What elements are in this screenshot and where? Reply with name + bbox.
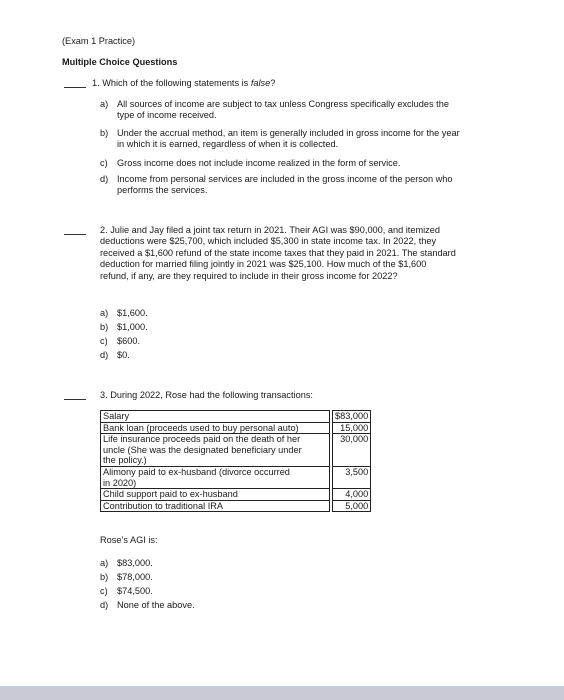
table-row [101, 434, 371, 467]
option-text: $600. [117, 336, 140, 346]
option-letter: c) [100, 158, 108, 168]
table-row [101, 466, 371, 488]
option-letter: c) [100, 586, 108, 596]
answer-blank-q2[interactable] [64, 234, 86, 235]
table-row [101, 422, 371, 434]
table-row [101, 500, 371, 512]
transaction-amount: 30,000 [333, 434, 371, 467]
option-letter: d) [100, 350, 109, 360]
option-text: $1,000. [117, 322, 148, 332]
option-letter: a) [100, 99, 109, 109]
table-row [101, 411, 371, 423]
option-letter: a) [100, 308, 109, 318]
option-text: Income from personal services are included in the gross income of the person who performs the services. [117, 174, 453, 196]
question-1-stem-text: 1. Which of the following statements is [92, 78, 251, 88]
option-letter: b) [100, 322, 109, 332]
option-text: All sources of income are subject to tax unless Congress specifically excludes the type of income received. [117, 99, 449, 121]
transaction-amount: 15,000 [333, 422, 371, 434]
option-text: $1,600. [117, 308, 148, 318]
option-letter: c) [100, 336, 108, 346]
question-1-stem [92, 78, 275, 89]
option-text: Gross income does not include income realized in the form of service. [117, 158, 401, 168]
question-1-stem-suffix: ? [270, 78, 276, 88]
exam-label: (Exam 1 Practice) [62, 36, 136, 46]
transaction-amount: 4,000 [333, 489, 371, 501]
transaction-amount: $83,000 [333, 411, 371, 423]
option-text: $0. [117, 350, 130, 360]
option-letter: a) [100, 558, 109, 568]
option-text: $83,000. [117, 558, 153, 568]
transaction-description: Salary [101, 411, 330, 423]
transactions-table [100, 410, 371, 512]
option-letter: b) [100, 128, 109, 138]
answer-blank-q1[interactable] [64, 87, 86, 88]
question-3-stem: 3. During 2022, Rose had the following transactions: [100, 390, 313, 400]
question-1-stem-emphasis: false [250, 78, 271, 88]
transaction-description: Bank loan (proceeds used to buy personal auto) [101, 422, 330, 434]
option-text: None of the above. [117, 600, 195, 610]
answer-blank-q3[interactable] [64, 399, 86, 400]
question-3-prompt: Rose’s AGI is: [100, 535, 158, 545]
transaction-amount: 3,500 [333, 466, 371, 488]
transaction-amount: 5,000 [333, 500, 371, 512]
section-title: Multiple Choice Questions [62, 57, 178, 67]
table-row [101, 489, 371, 501]
option-letter: d) [100, 174, 109, 184]
option-letter: b) [100, 572, 109, 582]
viewer-bottom-band [0, 686, 564, 700]
option-text: Under the accrual method, an item is generally included in gross income for the year in which it is earned, regardless of when it is collected. [117, 128, 460, 150]
transaction-description: Contribution to traditional IRA [101, 500, 330, 512]
option-text: $74,500. [117, 586, 153, 596]
question-2-stem: 2. Julie and Jay filed a joint tax return in 2021. Their AGI was $90,000, and itemized deductions were $25,700, which included $5,300 in state income tax. In 2022, they received a $1,600 refund of the state income taxes that they paid in 2021. The standard deduction for married filing jointly in 2021 was $25,100. How much of the $1,600 refund, if any, are they required to include in their gross income for 2022? [100, 225, 456, 281]
transaction-description: Alimony paid to ex-husband (divorce occurred in 2020) [101, 466, 330, 488]
transaction-description: Child support paid to ex-husband [101, 489, 330, 501]
option-letter: d) [100, 600, 109, 610]
transaction-description: Life insurance proceeds paid on the death of her uncle (She was the designated beneficiary under the policy.) [101, 434, 330, 467]
option-text: $78,000. [117, 572, 153, 582]
